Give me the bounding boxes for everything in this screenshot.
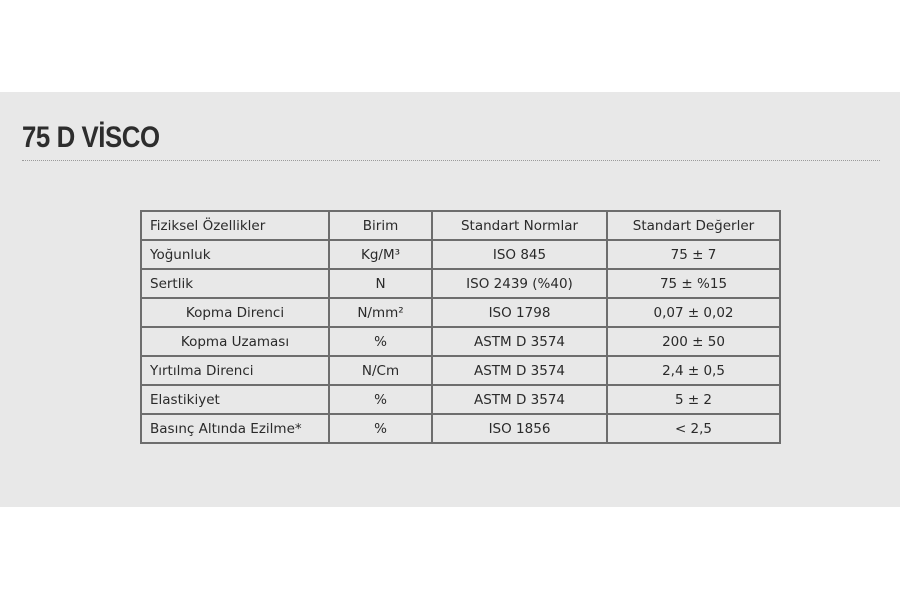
cell-standard: ASTM D 3574 (432, 385, 607, 414)
cell-standard: ISO 845 (432, 240, 607, 269)
table-row (141, 385, 780, 414)
cell-unit: N (329, 269, 432, 298)
table-row (141, 414, 780, 443)
table-row (141, 356, 780, 385)
table-row (141, 269, 780, 298)
header-cell-value: Standart Değerler (607, 211, 780, 240)
cell-property: Basınç Altında Ezilme* (141, 414, 329, 443)
cell-property: Elastikiyet (141, 385, 329, 414)
cell-unit: % (329, 327, 432, 356)
cell-property: Yırtılma Direnci (141, 356, 329, 385)
page-title: 75 D VİSCO (22, 121, 160, 154)
cell-property: Kopma Uzaması (141, 327, 329, 356)
cell-unit: Kg/M³ (329, 240, 432, 269)
table-header-row (141, 211, 780, 240)
cell-unit: % (329, 414, 432, 443)
cell-property: Kopma Direnci (141, 298, 329, 327)
cell-value: 2,4 ± 0,5 (607, 356, 780, 385)
table-row (141, 240, 780, 269)
header-cell-standard: Standart Normlar (432, 211, 607, 240)
header-cell-unit: Birim (329, 211, 432, 240)
specification-table (140, 210, 781, 444)
table-row (141, 327, 780, 356)
cell-value: 200 ± 50 (607, 327, 780, 356)
cell-unit: N/Cm (329, 356, 432, 385)
cell-property: Sertlik (141, 269, 329, 298)
cell-standard: ASTM D 3574 (432, 327, 607, 356)
cell-standard: ISO 1798 (432, 298, 607, 327)
cell-standard: ISO 2439 (%40) (432, 269, 607, 298)
cell-value: 75 ± 7 (607, 240, 780, 269)
cell-value: 0,07 ± 0,02 (607, 298, 780, 327)
table-row (141, 298, 780, 327)
title-divider (22, 160, 880, 161)
header-cell-property: Fiziksel Özellikler (141, 211, 329, 240)
cell-property: Yoğunluk (141, 240, 329, 269)
cell-unit: % (329, 385, 432, 414)
cell-unit: N/mm² (329, 298, 432, 327)
cell-value: 5 ± 2 (607, 385, 780, 414)
cell-standard: ASTM D 3574 (432, 356, 607, 385)
cell-value: < 2,5 (607, 414, 780, 443)
cell-standard: ISO 1856 (432, 414, 607, 443)
cell-value: 75 ± %15 (607, 269, 780, 298)
